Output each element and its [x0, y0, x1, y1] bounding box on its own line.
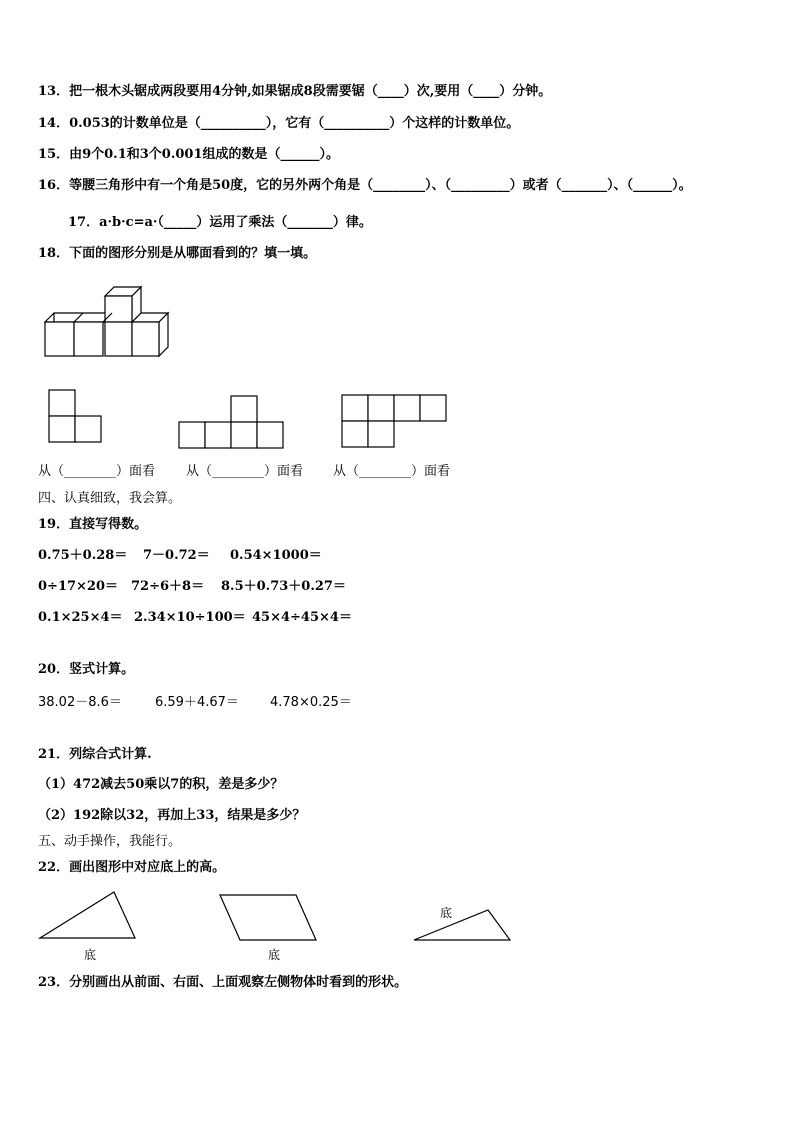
question-18: 18．下面的图形分别是从哪面看到的？填一填。 [38, 246, 317, 261]
calc-r2c1: 0÷17×20＝ [38, 579, 119, 594]
vertical-calc-1: 38.02－8.6＝ [38, 695, 122, 710]
view-label-3: 从（________）面看 [333, 464, 451, 479]
question-23: 23．分别画出从前面、右面、上面观察左侧物体时看到的形状。 [38, 975, 408, 990]
parallelogram-shape [218, 893, 320, 943]
question-21-part-1: （1）472减去50乘以7的积，差是多少？ [38, 777, 284, 792]
question-19: 19．直接写得数。 [38, 517, 148, 532]
calc-r1c3: 0.54×1000＝ [230, 548, 322, 563]
calc-r2c3: 8.5＋0.73＋0.27＝ [221, 579, 346, 594]
question-21-part-2: （2）192除以32，再加上33，结果是多少？ [38, 808, 306, 823]
question-14: 14．0.053的计数单位是（__________），它有（__________）个这样的计数单位。 [38, 116, 520, 131]
vertical-calc-3: 4.78×0.25＝ [270, 695, 352, 710]
question-20: 20．竖式计算。 [38, 662, 135, 677]
view-figure-1 [47, 388, 105, 446]
view-label-1: 从（________）面看 [38, 464, 156, 479]
question-17: 17．a·b·c=a·（_____）运用了乘法（_______）律。 [68, 215, 372, 230]
calc-r3c3: 45×4÷45×4＝ [252, 610, 352, 625]
question-15: 15．由9个0.1和3个0.001组成的数是（______）。 [38, 147, 340, 162]
triangle-shape-2 [412, 908, 514, 944]
calc-r3c2: 2.34×10÷100＝ [134, 610, 246, 625]
view-figure-2 [177, 394, 287, 450]
calc-r1c2: 7－0.72＝ [143, 548, 210, 563]
calc-r3c1: 0.1×25×4＝ [38, 610, 123, 625]
question-22: 22．画出图形中对应底上的高。 [38, 860, 226, 875]
calc-r1c1: 0.75＋0.28＝ [38, 548, 128, 563]
calc-r2c2: 72÷6＋8＝ [131, 579, 205, 594]
section-5-heading: 五、动手操作，我能行。 [38, 834, 182, 849]
question-13: 13．把一根木头锯成两段要用4分钟,如果锯成8段需要锯（____）次,要用（____）分钟。 [38, 84, 552, 99]
view-figure-3 [340, 393, 450, 449]
section-4-heading: 四、认真细致，我会算。 [38, 491, 182, 506]
vertical-calc-2: 6.59＋4.67＝ [155, 695, 239, 710]
base-label-3: 底 [440, 906, 453, 920]
base-label-1: 底 [84, 948, 97, 962]
cube-stack-figure [40, 284, 170, 358]
question-21: 21．列综合式计算. [38, 747, 152, 762]
question-16: 16．等腰三角形中有一个角是50度，它的另外两个角是（________）、（_________）或者（_______）、（______）。 [38, 178, 692, 193]
base-label-2: 底 [268, 948, 281, 962]
triangle-shape-1 [38, 890, 138, 942]
view-label-2: 从（________）面看 [186, 464, 304, 479]
